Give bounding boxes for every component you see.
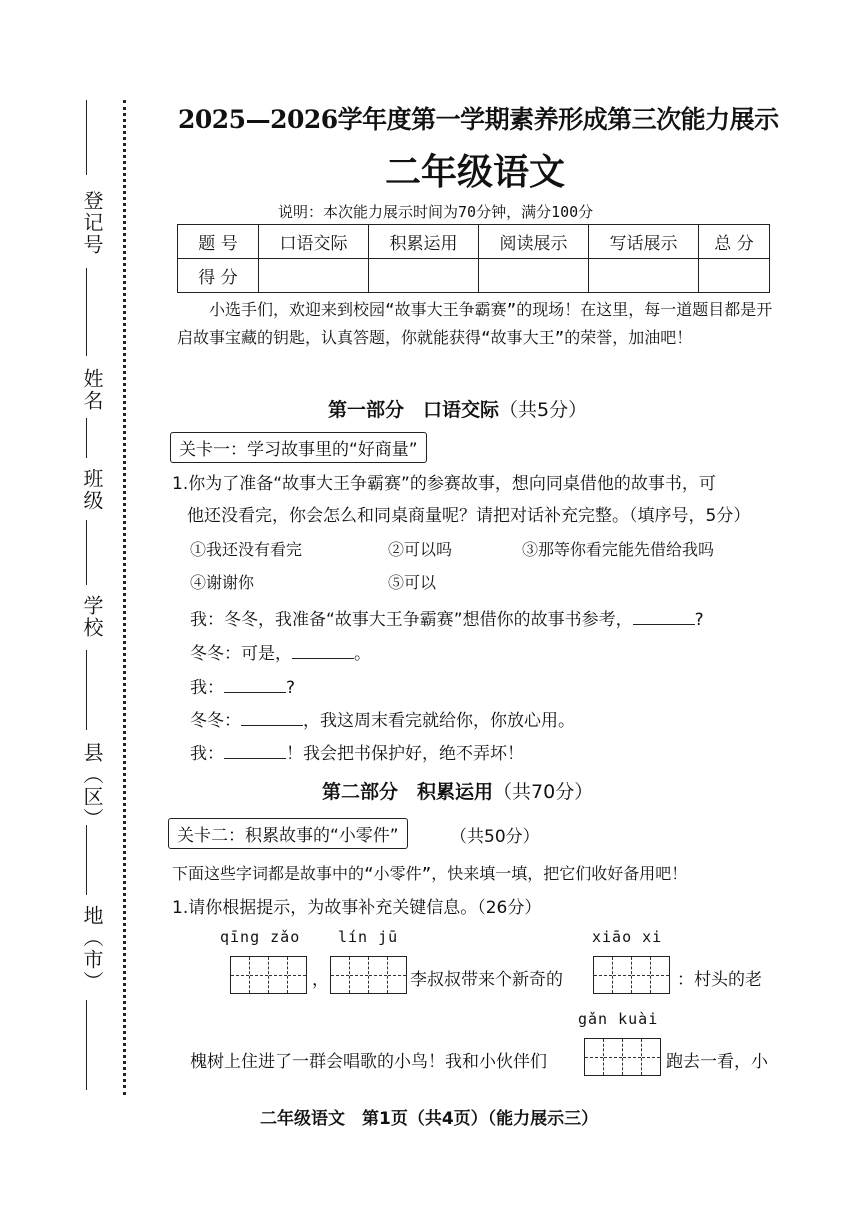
table-cell: 写话展示	[589, 225, 699, 259]
fold-line	[123, 100, 126, 1095]
part2-title: 第二部分 积累运用	[322, 781, 494, 803]
table-row	[178, 259, 770, 293]
table-cell: 题 号	[178, 225, 259, 259]
passage-text: 槐树上住进了一群会唱歌的小鸟！我和小伙伴们	[190, 1052, 547, 1072]
city-line[interactable]	[86, 825, 87, 895]
answer-blank[interactable]	[241, 708, 303, 726]
binding-margin	[0, 0, 130, 1226]
dialog-line	[190, 605, 704, 630]
level2-points: （共50分）	[450, 827, 540, 847]
table-cell: 得 分	[178, 259, 259, 293]
dialog-text: 我：	[190, 678, 224, 698]
school-line[interactable]	[86, 520, 87, 585]
intro-text: 小选手们，欢迎来到校园“故事大王争霸赛”的现场！在这里，每一道题目都是开启故事宝藏的钥匙，认真答题，你就能获得“故事大王”的荣誉，加油吧！	[177, 300, 773, 347]
level2-box: 关卡二：积累故事的“小零件”	[168, 818, 408, 849]
class-line[interactable]	[86, 418, 87, 458]
table-cell: 总 分	[699, 225, 770, 259]
table-cell: 积累运用	[369, 225, 479, 259]
passage-text: 李叔叔带来个新奇的	[410, 970, 563, 990]
subject-title: 二年级语文	[385, 151, 566, 193]
county-line[interactable]	[86, 650, 87, 730]
register-label: 登记号	[80, 190, 104, 256]
county-label: 县（区）	[80, 742, 104, 830]
dialog-line	[190, 706, 575, 731]
score-cell[interactable]	[369, 259, 479, 293]
dialog-text: ?	[694, 610, 704, 630]
passage-text: 跑去一看，小	[666, 1052, 768, 1072]
exam-title: 2025—2026学年度第一学期素养形成第三次能力展示	[178, 105, 779, 134]
score-cell[interactable]	[259, 259, 369, 293]
dialog-text: ！我会把书保护好，绝不弄坏！	[286, 744, 524, 764]
name-label: 姓名	[80, 368, 104, 412]
punctuation: ，	[312, 970, 329, 990]
option-5: ⑤可以	[388, 573, 437, 592]
part2-heading	[322, 777, 593, 804]
score-table	[177, 224, 770, 293]
table-row	[178, 225, 770, 259]
char-grid-qingzao[interactable]	[230, 956, 307, 994]
passage-text: ：村头的老	[677, 970, 762, 990]
part2-points: （共70分）	[493, 781, 594, 803]
answer-blank[interactable]	[292, 641, 354, 659]
table-cell: 阅读展示	[479, 225, 589, 259]
exam-page	[150, 0, 800, 1226]
score-cell[interactable]	[699, 259, 770, 293]
question-1	[172, 468, 782, 532]
part1-title: 第一部分 口语交际	[328, 399, 500, 421]
option-3: ③那等你看完能先借给我吗	[522, 540, 715, 559]
dialog-text: ，我这周末看完就给你，你放心用。	[303, 711, 575, 731]
dialog-text: 冬冬：	[190, 711, 241, 731]
dialog-text: 。	[354, 644, 371, 664]
dialog-text: 我：冬冬，我准备“故事大王争霸赛”想借你的故事书参考，	[190, 610, 633, 630]
char-grid-xiaoxi[interactable]	[593, 956, 670, 994]
part1-points: （共5分）	[499, 399, 588, 421]
pinyin-linju: lín jū	[338, 928, 399, 946]
score-cell[interactable]	[479, 259, 589, 293]
score-cell[interactable]	[589, 259, 699, 293]
bottom-line[interactable]	[86, 1000, 87, 1090]
city-label: 地（市）	[80, 905, 104, 993]
char-grid-gankuai[interactable]	[584, 1038, 661, 1076]
part2-instruction: 下面这些字词都是故事中的“小零件”，快来填一填，把它们收好备用吧！	[172, 864, 688, 883]
question-2-1: 1.请你根据提示，为故事补充关键信息。（26分）	[172, 898, 542, 918]
pinyin-qingzao: qīng zǎo	[220, 928, 301, 946]
option-4: ④谢谢你	[190, 573, 255, 592]
level1-box: 关卡一：学习故事里的“好商量”	[170, 432, 427, 463]
dialog-line	[190, 673, 295, 698]
option-1: ①我还没有看完	[190, 540, 303, 559]
dialog-text: 冬冬：可是，	[190, 644, 292, 664]
exam-note: 说明：本次能力展示时间为70分钟，满分100分	[278, 203, 594, 221]
class-label: 班级	[80, 468, 104, 512]
dialog-line	[190, 639, 371, 664]
dialog-text: ?	[286, 678, 296, 698]
answer-blank[interactable]	[224, 675, 286, 693]
page-footer: 二年级语文 第1页（共4页）（能力展示三）	[260, 1109, 599, 1129]
question-line: 他还没看完，你会怎么和同桌商量呢？请把对话补充完整。（填序号，5分）	[187, 506, 751, 526]
pinyin-xiaoxi: xiāo xi	[592, 928, 663, 946]
dialog-line	[190, 739, 524, 764]
school-label: 学校	[80, 595, 104, 639]
question-line: 1.你为了准备“故事大王争霸赛”的参赛故事，想向同桌借他的故事书，可	[172, 474, 716, 494]
answer-blank[interactable]	[633, 607, 695, 625]
dialog-text: 我：	[190, 744, 224, 764]
register-line[interactable]	[86, 100, 87, 175]
char-grid-linju[interactable]	[330, 956, 407, 994]
answer-blank[interactable]	[224, 741, 286, 759]
part1-heading	[328, 395, 587, 422]
pinyin-gankuai: gǎn kuài	[578, 1010, 659, 1028]
table-cell: 口语交际	[259, 225, 369, 259]
option-2: ②可以吗	[388, 540, 453, 559]
name-line[interactable]	[86, 268, 87, 356]
